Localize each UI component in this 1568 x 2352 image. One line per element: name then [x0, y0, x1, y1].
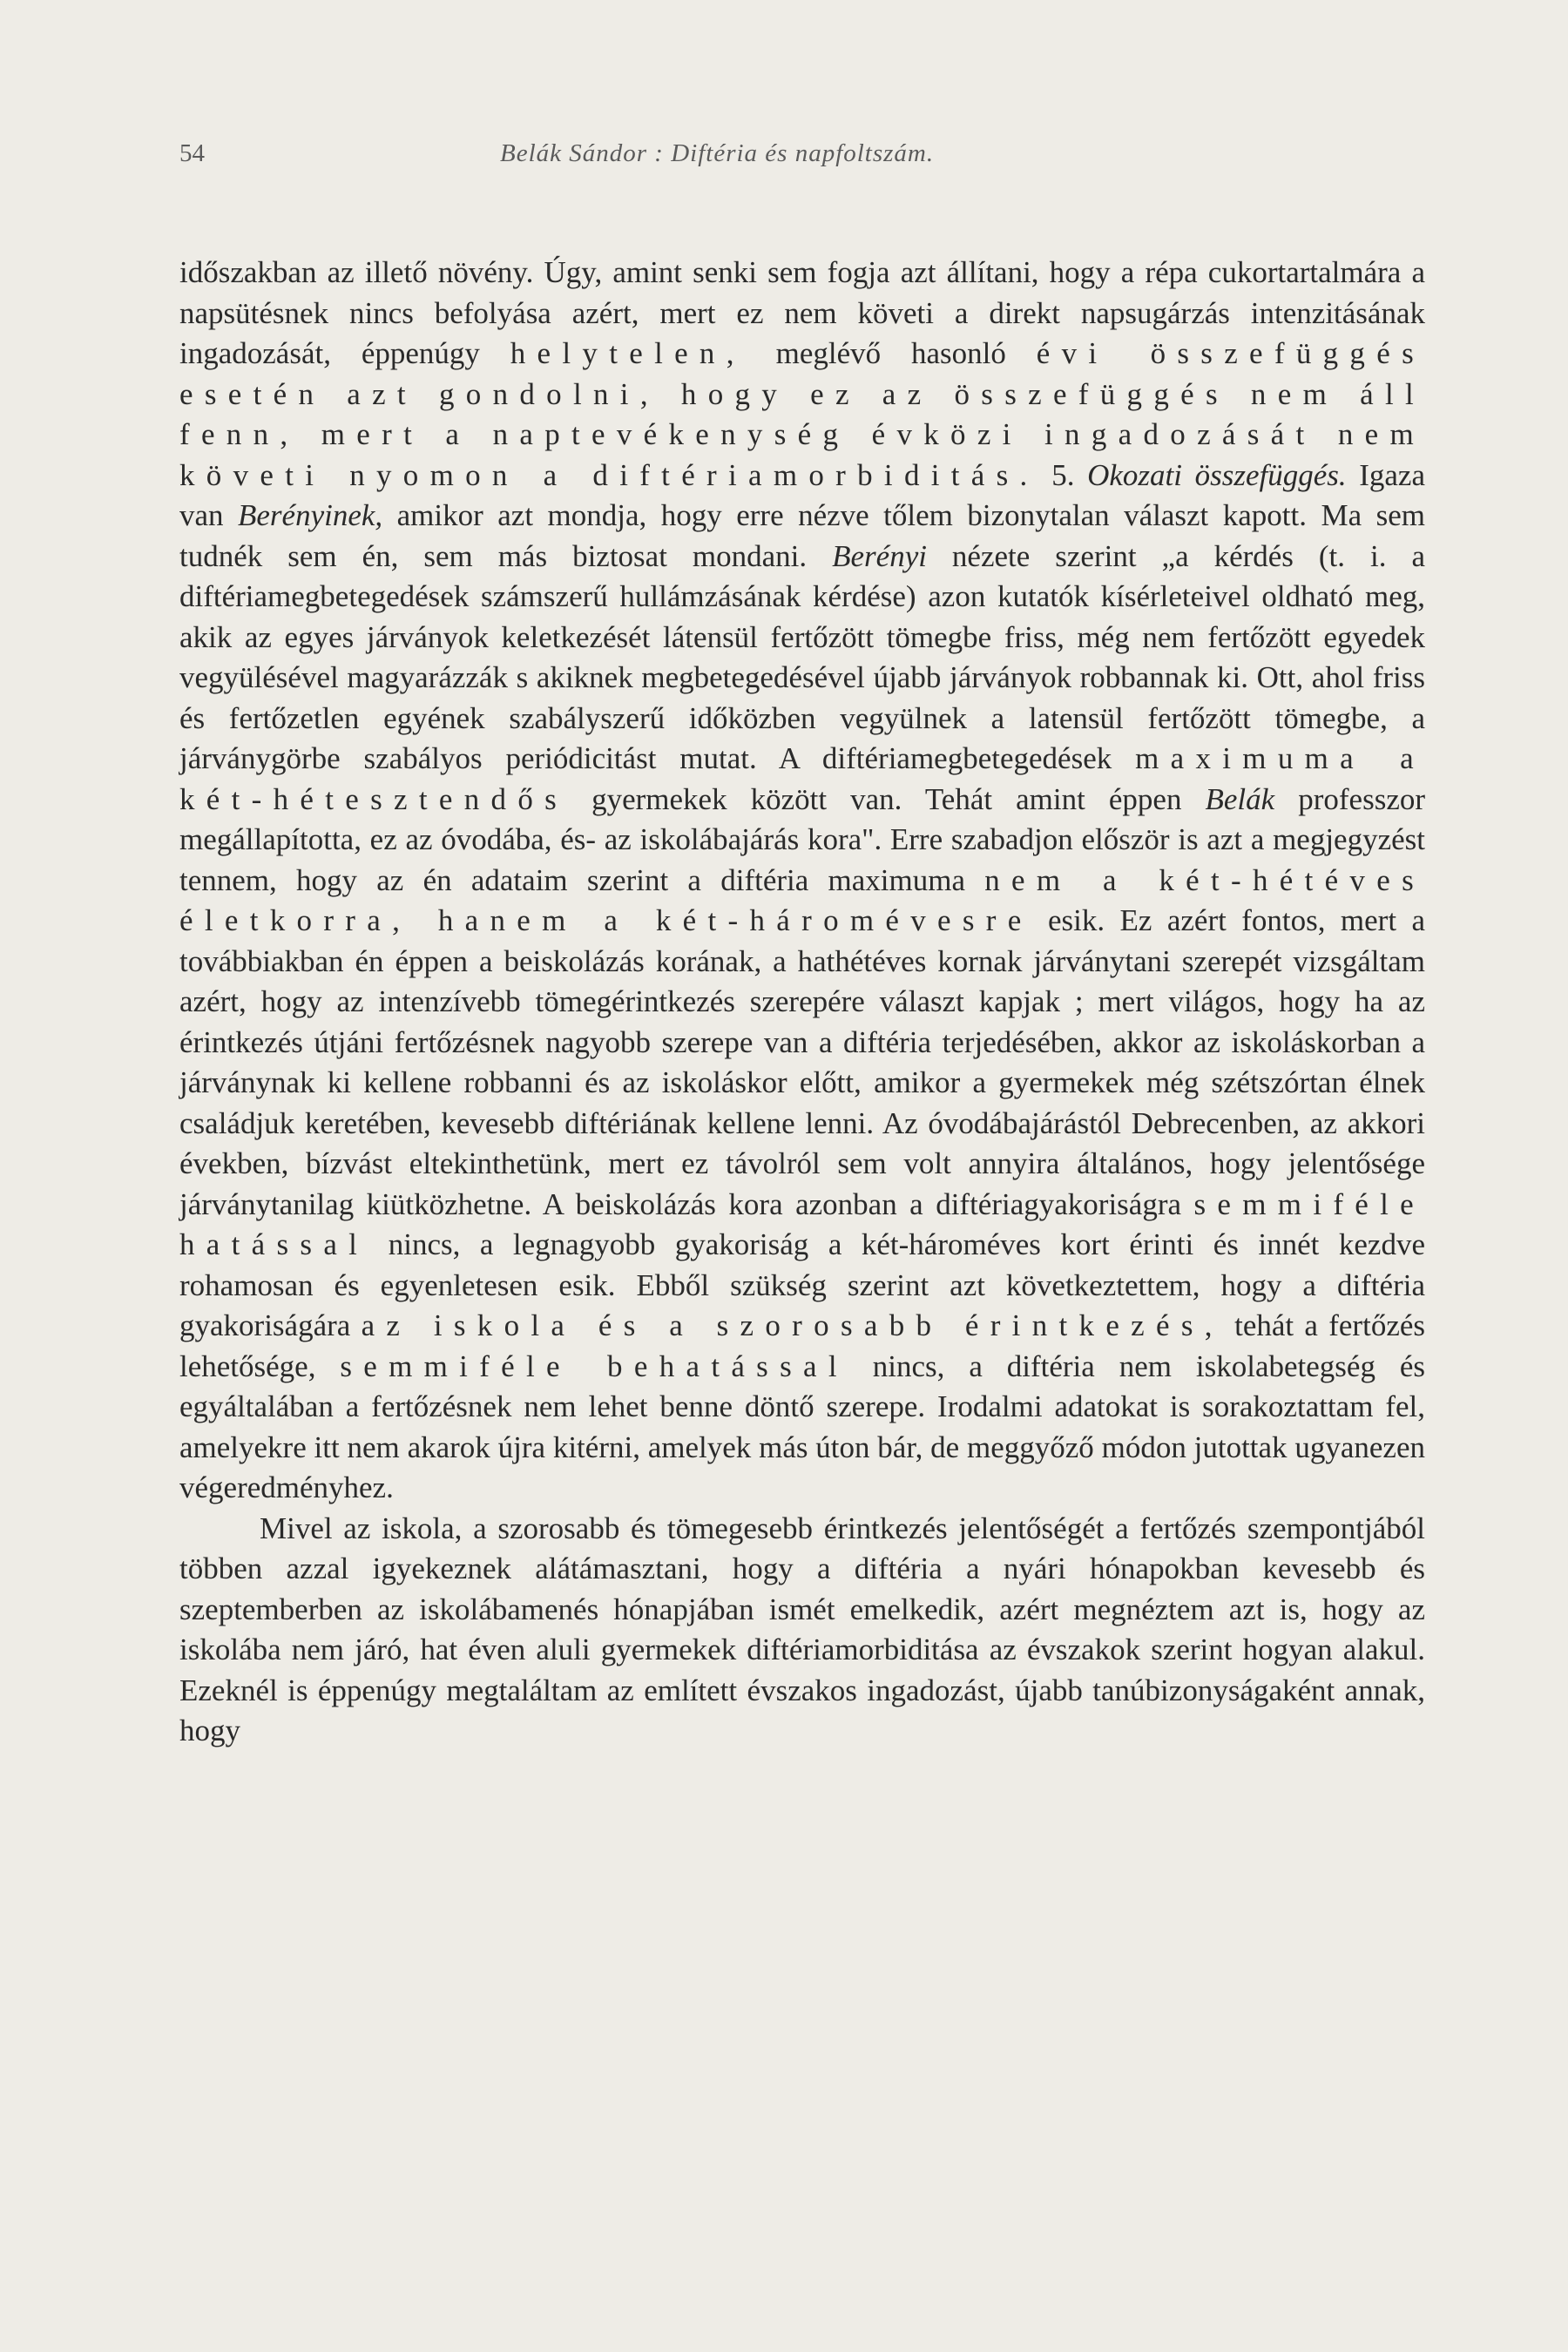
- body-text: [179, 253, 1425, 1752]
- section-heading: Okozati összefüggés.: [1087, 457, 1347, 492]
- author-name: Berényi: [832, 538, 927, 573]
- paragraph-1: [179, 253, 1425, 1509]
- spaced-emphasis: évi összefüggés esetén azt gondolni, hogy ez az összefüggés nem áll fenn, mert a naptevékenység évközi ingadozását nem követi nyomon a diftériamorbiditás.: [179, 336, 1425, 492]
- text-run: meglévő hasonló: [745, 336, 1037, 370]
- text-run: amikor azt mondja, hogy erre nézve tőlem bizonytalan választ kapott. Ma sem tudnék sem én, sem más biztosat mondani.: [179, 498, 1425, 573]
- text-run: esik. Ez azért fontos, mert a továbbiakban én éppen a beiskolázás korának, a hathétéves kornak járványtani szerepét vizsgáltam azért, hogy az intenzívebb tömegérintkezés szerepére választ kapjak ; mert világos, hogy ha az érintkezés útjáni fertőzésnek nagyobb szerepe van a diftéria terjedésében, akkor az iskoláskorban a járványnak ki kellene robbanni és az iskoláskor előtt, amikor a gyermekek még szétszórtan élnek családjuk keretében, kevesebb diftériának kellene lenni. Az óvodábajárástól Debrecenben, az akkori években, bízvást eltekinthetünk, mert ez távolról sem volt annyira általános, hogy jelentősége járványtanilag kiütközhetne. A beiskolázás kora azonban a diftériagyakoriságra: [179, 903, 1425, 1221]
- text-run: nincs, a diftéria nem iskolabetegség és egyáltalában a fertőzésnek nem lehet benne döntő szerepe. Irodalmi adatokat is sorakoztattam fel, amelyekre itt nem akarok újra kitérni, amelyek más úton bár, de meggyőző módon jutottak ugyanezen végeredményhez.: [179, 1348, 1425, 1504]
- text-run: 5.: [1038, 457, 1088, 492]
- spaced-emphasis: nem a két-hétéves életkorra, hanem a két-háromévesre: [179, 862, 1425, 937]
- spaced-emphasis: helytelen,: [510, 336, 746, 370]
- paragraph-2: Mivel az iskola, a szorosabb és tömegesebb érintkezés jelentőségét a fertőzés szempontjából többen azzal igyekeznek alátámasztani, hogy a diftéria a nyári hónapokban kevesebb és szeptemberben az iskolábamenés hónapjában ismét emelkedik, azért megnéztem azt is, hogy az iskolába nem járó, hat éven aluli gyermekek diftériamorbiditása az évszakok szerint hogyan alakul. Ezeknél is éppenúgy megtaláltam az említett évszakos ingadozást, újabb tanúbizonyságaként annak, hogy: [179, 1511, 1425, 1747]
- spaced-emphasis: semmiféle behatással: [340, 1348, 848, 1383]
- text-run: nincs, a legnagyobb gyakoriság a két-hároméves kort érinti és innét kezdve rohamosan és egyenletesen esik. Ebből szükség szerint azt következtettem, hogy a diftéria gyakoriságára: [179, 1227, 1425, 1342]
- text-run: tehát a fertőzés lehetősége,: [179, 1308, 1426, 1383]
- page-header: [179, 139, 1425, 174]
- page-number: 54: [179, 139, 205, 167]
- author-name: Belák: [1205, 781, 1275, 816]
- text-run: időszakban az illető növény. Úgy, amint senki sem fogja azt állítani, hogy a répa cukortartalmára a napsütésnek nincs befolyása azért, mert ez nem követi a direkt napsugárzás intenzitásának ingadozását, éppenúgy: [179, 255, 1425, 370]
- author-name: Berényinek,: [238, 498, 383, 532]
- spaced-emphasis: maximuma a két-hétesztendős: [179, 741, 1425, 816]
- text-run: Igaza van: [179, 457, 1426, 532]
- text-run: nézete szerint „a kérdés (t. i. a diftériamegbetegedések számszerű hullámzásának kérdése) azon kutatók kísérleteivel oldható meg, akik az egyes járványok keletkezését látensül fertőzött tömegbe friss, még nem fertőzött egyedek vegyülésével magyarázzák s akiknek megbetegedésével újabb járványok robbannak ki. Ott, ahol friss és fertőzetlen egyének szabályszerű időközben vegyülnek a latensül fertőzött tömegbe, a járványgörbe szabályos periódicitást mutat. A diftériamegbetegedések: [179, 538, 1425, 775]
- spaced-emphasis: az iskola és a szorosabb érintkezés,: [361, 1308, 1224, 1342]
- text-run: professzor megállapította, ez az óvodába, és- az iskolábajárás kora". Erre szabadjon először is azt a megjegyzést tennem, hogy az én adataim szerint a diftéria maximuma: [179, 781, 1426, 897]
- running-title: Belák Sándor : Diftéria és napfoltszám.: [500, 139, 935, 167]
- text-run: gyermekek között van. Tehát amint éppen: [568, 781, 1206, 816]
- spaced-emphasis: semmiféle hatással: [179, 1186, 1425, 1261]
